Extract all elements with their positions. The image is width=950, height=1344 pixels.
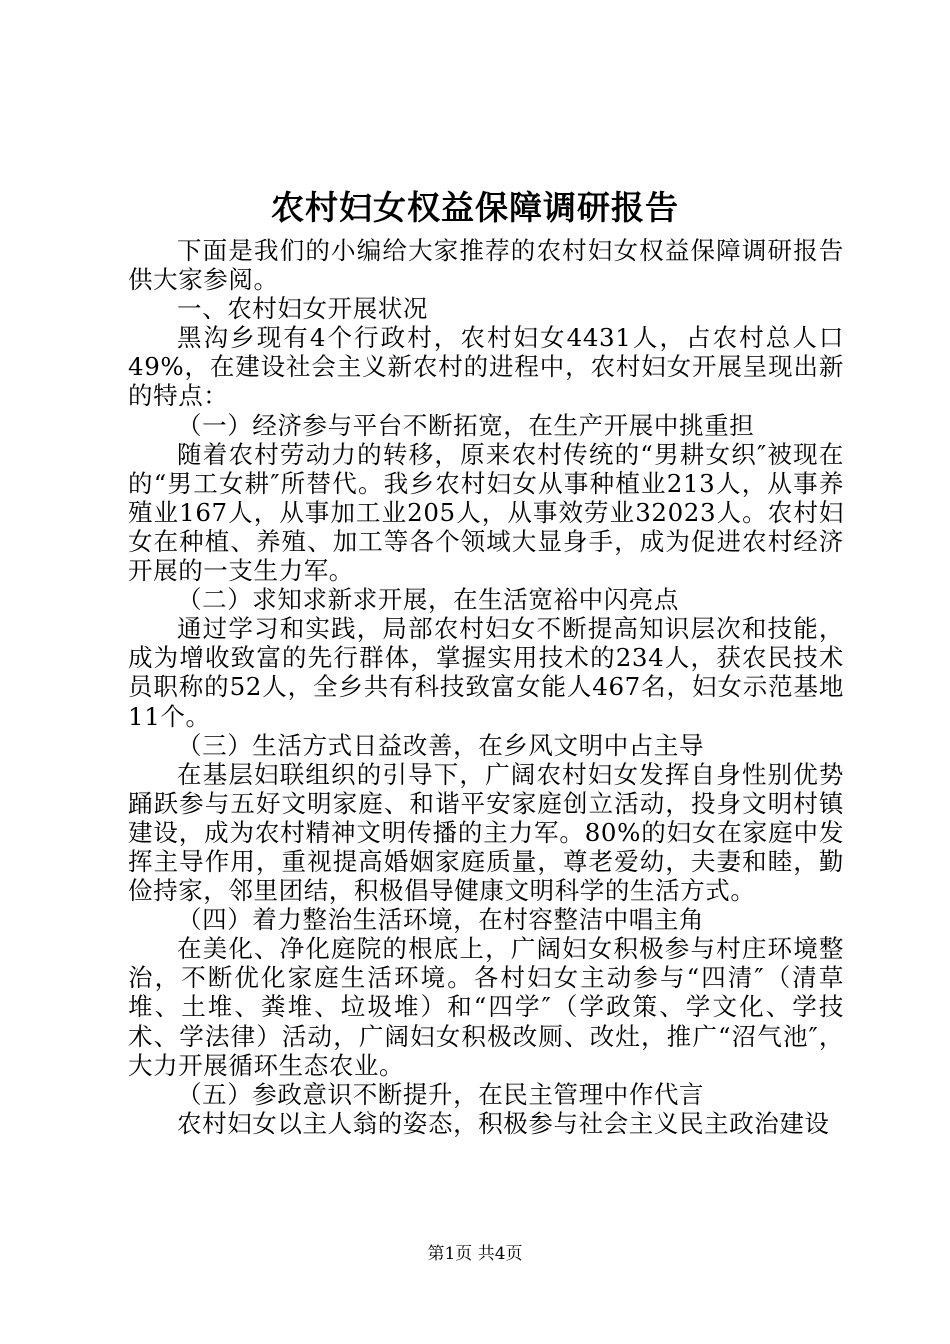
document-title: 农村妇女权益保障调研报告 bbox=[271, 188, 679, 227]
subsection-heading: （三）生活方式日益改善，在乡风文明中占主导 bbox=[177, 730, 705, 760]
body-paragraph: 农村妇女以主人翁的姿态，积极参与社会主义民主政治建设 bbox=[177, 1108, 830, 1138]
body-paragraph: 黑沟乡现有4个行政村，农村妇女4431人，占农村总人口49%，在建设社会主义新农村的进程中，农村妇女开展呈现出新的特点： bbox=[128, 323, 844, 411]
body-paragraph: 在美化、净化庭院的根底上，广阔妇女积极参与村庄环境整治，不断优化家庭生活环境。各村妇女主动参与“四清″（清草堆、土堆、粪堆、垃圾堆）和“四学″（学政策、学文化、学技术、学法律）活动，广阔妇女积极改厕、改灶，推广“沼气池″，大力开展循环生态农业。 bbox=[128, 934, 844, 1080]
subsection-heading: （二）求知求新求开展，在生活宽裕中闪亮点 bbox=[177, 585, 679, 615]
subsection-heading: （五）参政意识不断提升，在民主管理中作代言 bbox=[177, 1079, 705, 1109]
section-heading: 一、农村妇女开展状况 bbox=[177, 294, 428, 324]
body-paragraph: 在基层妇联组织的引导下，广阔农村妇女发挥自身性别优势踊跃参与五好文明家庭、和谐平安家庭创立活动，投身文明村镇建设，成为农村精神文明传播的主力军。80%的妇女在家庭中发挥主导作用，重视提高婚姻家庭质量，尊老爱幼，夫妻和睦，勤俭持家，邻里团结，积极倡导健康文明科学的生活方式。 bbox=[128, 759, 844, 906]
intro-paragraph: 下面是我们的小编给大家推荐的农村妇女权益保障调研报告供大家参阅。 bbox=[128, 236, 844, 295]
subsection-heading: （四）着力整治生活环境，在村容整洁中唱主角 bbox=[177, 905, 705, 935]
body-paragraph: 随着农村劳动力的转移，原来农村传统的“男耕女织″被现在的“男工女耕″所替代。我乡农村妇女从事种植业213人，从事养殖业167人，从事加工业205人，从事效劳业32023人。农村妇女在种植、养殖、加工等各个领域大显身手，成为促进农村经济开展的一支生力军。 bbox=[128, 439, 844, 586]
body-paragraph: 通过学习和实践，局部农村妇女不断提高知识层次和技能，成为增收致富的先行群体，掌握实用技术的234人，获农民技术员职称的52人，全乡共有科技致富女能人467名，妇女示范基地11个。 bbox=[128, 614, 844, 731]
document-body bbox=[128, 236, 844, 1138]
page-footer: 第1页 共4页 bbox=[427, 1244, 523, 1264]
subsection-heading: （一）经济参与平台不断拓宽，在生产开展中挑重担 bbox=[177, 410, 755, 440]
